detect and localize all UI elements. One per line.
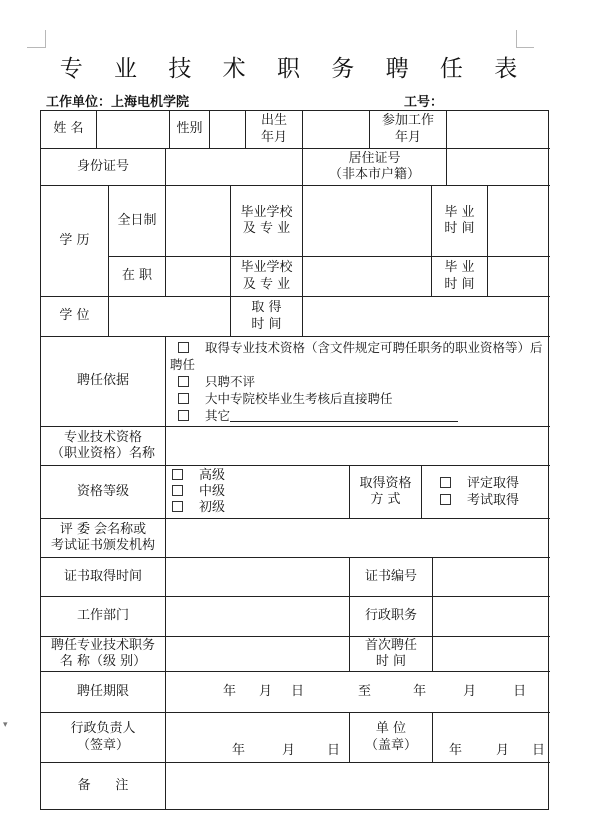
grad-time-1-label bbox=[432, 186, 488, 257]
crop-mark-top-right-v bbox=[516, 30, 517, 48]
qualification-label-text: 专业技术资格 （职业资格）名称 bbox=[50, 429, 155, 461]
level-label bbox=[41, 466, 166, 519]
term-to-month: 月 bbox=[463, 683, 477, 699]
level-options bbox=[166, 466, 350, 519]
work-unit-label: 工作单位：上海电机学院 bbox=[46, 95, 190, 110]
remark-label-text: 备 注 bbox=[77, 777, 129, 793]
term-to-label: 至 bbox=[358, 683, 372, 699]
degree-time-label-text: 取 得 时 间 bbox=[251, 300, 282, 332]
birth-label-text: 出生 年月 bbox=[260, 113, 287, 145]
basis-label bbox=[41, 337, 166, 427]
grad-time-1-field[interactable] bbox=[488, 186, 550, 257]
checkbox-icon[interactable] bbox=[178, 342, 189, 353]
basis-option-2-text: 只聘不评 bbox=[205, 374, 256, 389]
inservice-label bbox=[109, 257, 166, 297]
degree-time-label bbox=[231, 297, 303, 337]
leader-date-month: 月 bbox=[282, 742, 296, 758]
fulltime-degree-field[interactable] bbox=[166, 186, 231, 257]
degree-time-field[interactable] bbox=[303, 297, 550, 337]
school-major-1-field[interactable] bbox=[303, 186, 432, 257]
admin-post-field[interactable] bbox=[433, 597, 550, 637]
unit-seal-label-text: 单 位 （盖章） bbox=[364, 721, 417, 753]
school-major-2-label bbox=[231, 257, 303, 297]
gender-label-text: 性别 bbox=[176, 121, 203, 137]
name-label bbox=[41, 111, 97, 149]
checkbox-icon[interactable] bbox=[440, 494, 451, 505]
crop-mark-top-left-v bbox=[45, 30, 46, 48]
birth-label bbox=[246, 111, 303, 149]
term-from-month: 月 bbox=[259, 683, 273, 699]
leader-sign-field[interactable] bbox=[166, 713, 350, 763]
dept-label bbox=[41, 597, 166, 637]
admin-post-label bbox=[350, 597, 433, 637]
qualification-field[interactable] bbox=[166, 427, 550, 466]
committee-label-text: 评 委 会名称或 考试证书颁发机构 bbox=[50, 521, 155, 553]
basis-option-3[interactable] bbox=[170, 390, 550, 407]
basis-option-3-text: 大中专院校毕业生考核后直接聘任 bbox=[205, 391, 393, 406]
work-start-field[interactable] bbox=[447, 111, 550, 149]
term-label-text: 聘任期限 bbox=[76, 683, 129, 699]
post-name-field[interactable] bbox=[166, 637, 350, 672]
checkbox-icon[interactable] bbox=[172, 501, 183, 512]
term-from-day: 日 bbox=[291, 683, 305, 699]
admin-post-label-text: 行政职务 bbox=[364, 608, 417, 624]
cert-time-label-text: 证书取得时间 bbox=[63, 568, 142, 584]
first-hire-label bbox=[350, 637, 433, 672]
unit-date-month: 月 bbox=[496, 742, 510, 758]
level-option-junior-text: 初级 bbox=[199, 500, 226, 515]
method-option-evaluated-text: 评定取得 bbox=[467, 476, 520, 491]
id-card-label bbox=[41, 149, 166, 186]
grad-time-2-label-text: 毕 业 时 间 bbox=[444, 260, 475, 292]
committee-label bbox=[41, 519, 166, 558]
gender-label bbox=[170, 111, 210, 149]
term-dates[interactable] bbox=[166, 672, 550, 713]
page-title: 专 业 技 术 职 务 聘 任 表 bbox=[59, 56, 530, 82]
method-option-exam[interactable] bbox=[440, 492, 550, 509]
level-option-senior[interactable] bbox=[172, 468, 349, 484]
level-option-intermediate[interactable] bbox=[172, 484, 349, 500]
checkbox-icon[interactable] bbox=[178, 410, 189, 421]
work-start-label-text: 参加工作 年月 bbox=[381, 113, 434, 145]
level-option-senior-text: 高级 bbox=[199, 468, 226, 483]
residence-label-text: 居住证号 （非本市户籍） bbox=[328, 150, 420, 182]
post-name-label bbox=[41, 637, 166, 672]
method-label-text: 取得资格 方 式 bbox=[359, 475, 412, 507]
school-major-2-label-text: 毕业学校 及 专 业 bbox=[240, 260, 293, 292]
qualification-label bbox=[41, 427, 166, 466]
unit-date-day: 日 bbox=[532, 742, 546, 758]
education-label-text: 学 历 bbox=[59, 232, 90, 248]
method-option-exam-text: 考试取得 bbox=[467, 493, 520, 508]
leader-date-year: 年 bbox=[232, 742, 246, 758]
crop-mark-top-right-h bbox=[516, 47, 534, 48]
appointment-form-table bbox=[40, 110, 549, 810]
school-major-1-label bbox=[231, 186, 303, 257]
residence-label bbox=[303, 149, 447, 186]
dept-field[interactable] bbox=[166, 597, 350, 637]
cert-no-label bbox=[350, 558, 433, 597]
leader-label-text: 行政负责人 （签章） bbox=[70, 721, 136, 753]
level-option-intermediate-text: 中级 bbox=[199, 484, 226, 499]
margin-marker: ▾ bbox=[3, 720, 8, 730]
education-label bbox=[41, 186, 109, 297]
work-start-label bbox=[370, 111, 447, 149]
inservice-label-text: 在 职 bbox=[121, 268, 153, 284]
grad-time-1-label-text: 毕 业 时 间 bbox=[444, 204, 475, 236]
cert-time-field[interactable] bbox=[166, 558, 350, 597]
committee-field[interactable] bbox=[166, 519, 550, 558]
id-card-field[interactable] bbox=[166, 149, 303, 186]
degree-label bbox=[41, 297, 109, 337]
school-major-2-field[interactable] bbox=[303, 257, 432, 297]
grad-time-2-field[interactable] bbox=[488, 257, 550, 297]
checkbox-icon[interactable] bbox=[178, 393, 189, 404]
checkbox-icon[interactable] bbox=[172, 469, 183, 480]
name-field[interactable] bbox=[97, 111, 170, 149]
residence-field[interactable] bbox=[447, 149, 550, 186]
checkbox-icon[interactable] bbox=[172, 485, 183, 496]
post-name-label-text: 聘任专业技术职务 名 称（级 别） bbox=[50, 637, 155, 669]
cert-no-field[interactable] bbox=[433, 558, 550, 597]
term-to-year: 年 bbox=[413, 683, 427, 699]
cert-time-label bbox=[41, 558, 166, 597]
basis-option-4[interactable] bbox=[170, 407, 550, 424]
school-major-1-label-text: 毕业学校 及 专 业 bbox=[240, 204, 293, 236]
remark-field[interactable] bbox=[166, 763, 550, 809]
basis-option-4-text: 其它 bbox=[205, 408, 231, 423]
crop-mark-top-left-h bbox=[27, 47, 45, 48]
cert-no-label-text: 证书编号 bbox=[364, 568, 417, 584]
inservice-degree-field[interactable] bbox=[166, 257, 231, 297]
basis-option-2[interactable] bbox=[170, 373, 550, 390]
term-to-day: 日 bbox=[513, 683, 527, 699]
fulltime-label bbox=[109, 186, 166, 257]
method-option-evaluated[interactable] bbox=[440, 475, 550, 492]
level-label-text: 资格等级 bbox=[76, 483, 129, 499]
basis-option-1[interactable] bbox=[170, 339, 550, 373]
leader-date-day: 日 bbox=[327, 742, 341, 758]
birth-field[interactable] bbox=[303, 111, 370, 149]
level-option-junior[interactable] bbox=[172, 500, 349, 516]
grad-time-2-label bbox=[432, 257, 488, 297]
degree-label-text: 学 位 bbox=[59, 308, 90, 324]
checkbox-icon[interactable] bbox=[178, 376, 189, 387]
term-from-year: 年 bbox=[223, 683, 237, 699]
basis-label-text: 聘任依据 bbox=[76, 373, 129, 389]
employee-id-label: 工号： bbox=[404, 95, 444, 110]
remark-label bbox=[41, 763, 166, 809]
unit-seal-label bbox=[350, 713, 433, 763]
id-card-label-text: 身份证号 bbox=[76, 158, 129, 174]
method-options bbox=[422, 466, 550, 519]
degree-field[interactable] bbox=[109, 297, 231, 337]
dept-label-text: 工作部门 bbox=[76, 608, 129, 624]
basis-option-1-text: 取得专业技术资格（含文件规定可聘任职务的职业资格等）后聘任 bbox=[170, 340, 543, 372]
name-label-text: 姓 名 bbox=[53, 121, 84, 137]
leader-label bbox=[41, 713, 166, 763]
unit-date-year: 年 bbox=[449, 742, 463, 758]
first-hire-field[interactable] bbox=[433, 637, 550, 672]
term-label bbox=[41, 672, 166, 713]
other-blank-line[interactable] bbox=[230, 411, 458, 422]
basis-options bbox=[166, 337, 550, 427]
unit-seal-field[interactable] bbox=[433, 713, 550, 763]
fulltime-label-text: 全日制 bbox=[117, 212, 157, 228]
gender-field[interactable] bbox=[210, 111, 246, 149]
method-label bbox=[350, 466, 422, 519]
checkbox-icon[interactable] bbox=[440, 477, 451, 488]
first-hire-label-text: 首次聘任 时 间 bbox=[364, 637, 417, 669]
